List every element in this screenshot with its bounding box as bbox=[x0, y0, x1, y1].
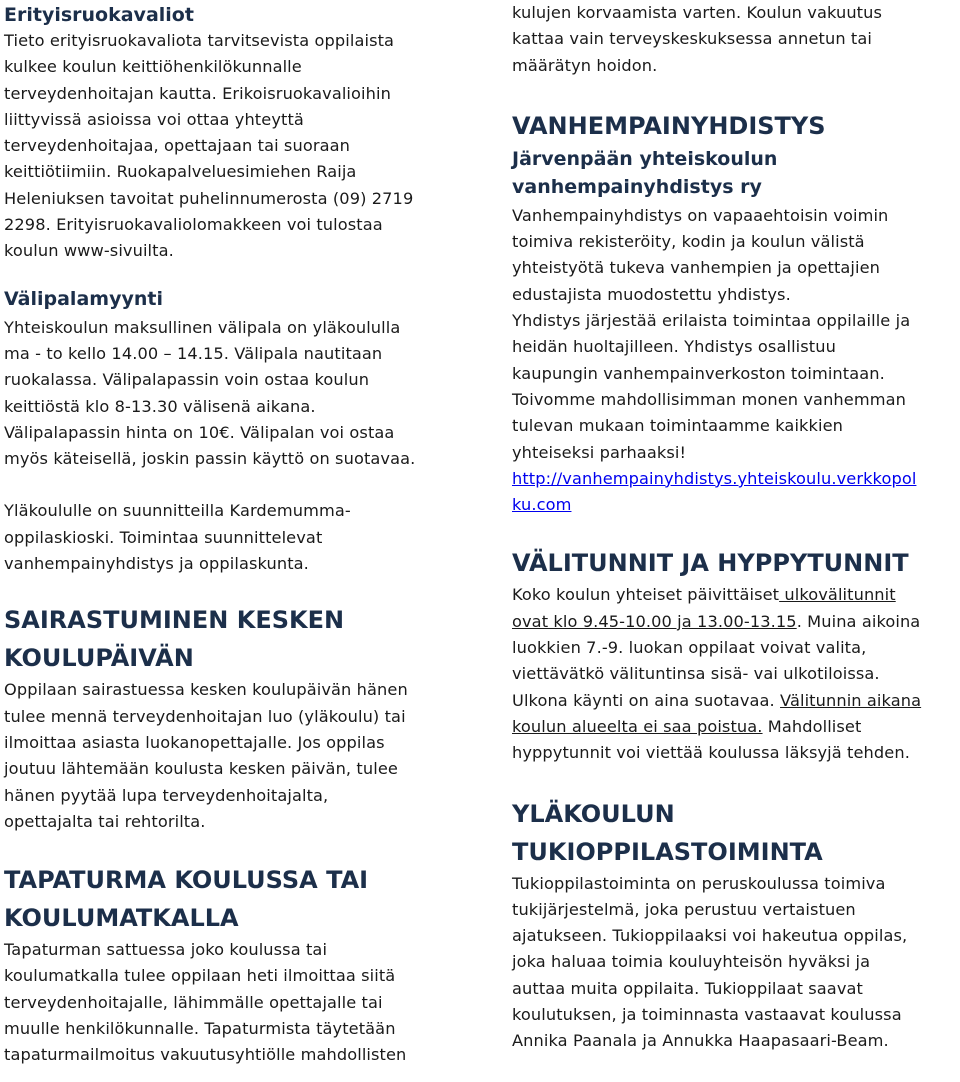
vanhempainyhdistys-link-wrapper bbox=[512, 466, 956, 519]
sairastuminen-heading: SAIRASTUMINEN KESKEN KOULUPÄIVÄN bbox=[4, 606, 345, 673]
tukioppilas-text: Tukioppilastoiminta on peruskoulussa toimiva tukijärjestelmä, joka perustuu vertaistuen ajatukseen. Tukioppilaaksi voi hakeutua oppilas, joka haluaa toimia kouluyhteisön hyväksi ja auttaa muita oppilaita. Tukioppilaat saavat koulutuksen, ja toiminnasta vastaavat koulussa Annika Paanala ja Annukka Haapasaari-Beam. bbox=[512, 873, 908, 1051]
valipalamyynti-heading: Välipalamyynti bbox=[4, 287, 163, 310]
kioski-text: Yläkoululle on suunnitteilla Kardemumma- oppilaskioski. Toimintaa suunnittelevat vanhempainyhdistys ja oppilaskunta. bbox=[4, 501, 351, 574]
vanhempainyhdistys-heading: VANHEMPAINYHDISTYS bbox=[512, 111, 826, 140]
erityisruokavaliot-heading: Erityisruokavaliot bbox=[4, 4, 194, 26]
tapaturma-heading: TAPATURMA KOULUSSA TAI KOULUMATKALLA bbox=[4, 866, 369, 933]
erityisruokavaliot-text: Tieto erityisruokavaliota tarvitsevista oppilaista kulkee koulun keittiöhenkilökunnalle terveydenhoitajan kautta. Erikoisruokavalioihin liittyvissä asioissa voi ottaa yhteyttä terveydenhoitajaa, opettajaan tai suoraan keittiötiimiin. Ruokapalveluesimiehen Raija Heleniuksen tavoitat puhelinnumerosta (09) 2719 2298. Erityisruokavaliolomakkeen voi tulostaa koulun www-sivuilta. bbox=[4, 31, 414, 261]
valitunnit-text-3: Mahdolliset hyppytunnit voi viettää koulussa läksyjä tehden. bbox=[512, 716, 910, 763]
tukioppilas-heading: YLÄKOULUN TUKIOPPILASTOIMINTA bbox=[512, 799, 823, 866]
valitunnit-text-2: . Muina aikoina luokkien 7.-9. luokan oppilaat voivat valita, viettävätkö välituntinsa sisä- vai ulkotiloissa. Ulkona käynti on aina suotavaa. bbox=[512, 611, 921, 710]
valitunnit-text-1: Koko koulun yhteiset päivittäiset bbox=[512, 585, 780, 605]
valitunnit-times: ulkovälitunnit ovat klo 9.45-10.00 ja 13.00-13.15 bbox=[512, 585, 896, 631]
valipalamyynti-text: Yhteiskoulun maksullinen välipala on yläkoululla ma - to kello 14.00 – 14.15. Välipala nautitaan ruokalassa. Välipalapassin voin ostaa koulun keittiöstä klo 8-13.30 välisenä aikana. Välipalapassin hinta on 10€. Välipalan voi ostaa myös käteisellä, joskin passin käyttö on suotavaa. bbox=[4, 317, 416, 469]
left-column bbox=[4, 0, 494, 1069]
vanhempainyhdistys-text: Vanhempainyhdistys on vapaaehtoisin voimin toimiva rekisteröity, kodin ja koulun välistä yhteistyötä tukeva vanhempien ja opettajien edustajista muodostettu yhdistys. Yhdistys järjestää erilaista toimintaa oppilaille ja heidän huoltajilleen. Yhdistys osallistuu kaupungin vanhempainverkoston toimintaan. Toivomme mahdollisimman monen vanhemman tulevan mukaan toimintaamme kaikkien yhteiseksi parhaaksi! bbox=[512, 205, 911, 462]
continued-text: kulujen korvaamista varten. Koulun vakuutus kattaa vain terveyskeskuksessa annetun tai määrätyn hoidon. bbox=[512, 3, 883, 75]
valitunnit-rule: Välitunnin aikana koulun alueelta ei saa poistua. bbox=[512, 690, 922, 736]
valitunnit-heading: VÄLITUNNIT JA HYPPYTUNNIT bbox=[512, 549, 909, 578]
tapaturma-text: Tapaturman sattuessa joko koulussa tai koulumatkalla tulee oppilaan heti ilmoittaa siitä terveydenhoitajalle, lähimmälle opettajalle tai muulle henkilökunnalle. Tapaturmista täytetään tapaturmailmoitus vakuutusyhtiölle mahdollisten bbox=[4, 940, 407, 1065]
valitunnit-text bbox=[512, 582, 956, 766]
vanhempainyhdistys-subheading: Järvenpään yhteiskoulun vanhempainyhdistys ry bbox=[512, 147, 778, 198]
right-column bbox=[512, 0, 956, 1055]
vanhempainyhdistys-link[interactable]: http://vanhempainyhdistys.yhteiskoulu.verkkopol ku.com bbox=[512, 468, 917, 515]
sairastuminen-text: Oppilaan sairastuessa kesken koulupäivän hänen tulee mennä terveydenhoitajan luo (yläkoulu) tai ilmoittaa asiasta luokanopettajalle. Jos oppilas joutuu lähtemään koulusta kesken päivän, tulee hänen pyytää lupa terveydenhoitajalta, opettajalta tai rehtorilta. bbox=[4, 680, 408, 831]
